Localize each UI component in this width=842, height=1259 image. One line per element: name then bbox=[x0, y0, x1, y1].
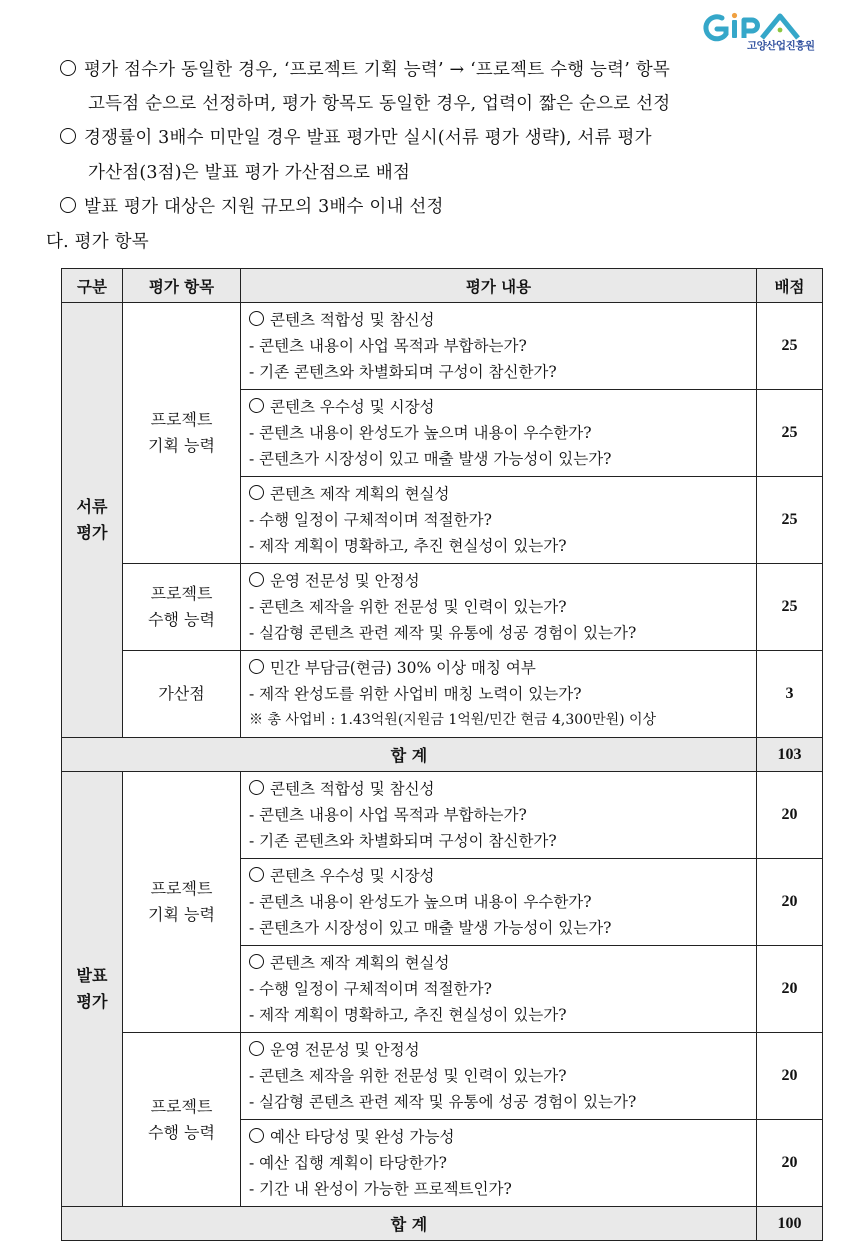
circle-bullet-icon bbox=[60, 60, 76, 76]
content-title: 운영 전문성 및 안정성 bbox=[249, 568, 750, 594]
bullet-1-line-1: 평가 점수가 동일한 경우, ‘프로젝트 기획 능력’ → ‘프로젝트 수행 능력’ 항목 bbox=[60, 60, 670, 80]
circle-bullet-icon bbox=[249, 659, 264, 674]
content-detail: - 콘텐츠 내용이 사업 목적과 부합하는가? bbox=[249, 337, 527, 355]
content-detail: - 콘텐츠 제작을 위한 전문성 및 인력이 있는가? bbox=[249, 598, 567, 616]
category-label: 평가 bbox=[76, 523, 108, 542]
total-row bbox=[62, 1207, 823, 1241]
header-content: 평가 내용 bbox=[241, 269, 757, 303]
content-cell bbox=[241, 772, 757, 859]
content-detail: - 기간 내 완성이 가능한 프로젝트인가? bbox=[249, 1180, 512, 1198]
content-cell bbox=[241, 477, 757, 564]
logo-org-name: 고양산업진흥원 bbox=[747, 40, 815, 52]
item-cell bbox=[123, 651, 241, 738]
score-cell: 20 bbox=[757, 946, 823, 1033]
evaluation-table bbox=[61, 268, 823, 1241]
content-cell bbox=[241, 1120, 757, 1207]
header-category: 구분 bbox=[62, 269, 123, 303]
content-detail: - 수행 일정이 구체적이며 적절한가? bbox=[249, 511, 492, 529]
score-cell: 20 bbox=[757, 859, 823, 946]
content-detail: - 기존 콘텐츠와 차별화되며 구성이 참신한가? bbox=[249, 363, 557, 381]
score-cell: 25 bbox=[757, 303, 823, 390]
circle-bullet-icon bbox=[249, 954, 264, 969]
circle-bullet-icon bbox=[249, 1041, 264, 1056]
content-detail: - 제작 계획이 명확하고, 추진 현실성이 있는가? bbox=[249, 537, 567, 555]
circle-bullet-icon bbox=[249, 867, 264, 882]
content-cell bbox=[241, 303, 757, 390]
total-score: 100 bbox=[757, 1207, 823, 1241]
total-score: 103 bbox=[757, 738, 823, 772]
circle-bullet-icon bbox=[249, 311, 264, 326]
content-detail: - 콘텐츠가 시장성이 있고 매출 발생 가능성이 있는가? bbox=[249, 919, 612, 937]
section-title: 다. 평가 항목 bbox=[46, 232, 149, 252]
content-detail: - 콘텐츠 제작을 위한 전문성 및 인력이 있는가? bbox=[249, 1067, 567, 1085]
table-row bbox=[62, 651, 823, 738]
content-detail: - 콘텐츠가 시장성이 있고 매출 발생 가능성이 있는가? bbox=[249, 450, 612, 468]
content-detail: - 실감형 콘텐츠 관련 제작 및 유통에 성공 경험이 있는가? bbox=[249, 1093, 637, 1111]
content-cell bbox=[241, 651, 757, 738]
table-row bbox=[62, 772, 823, 859]
content-cell bbox=[241, 946, 757, 1033]
item-cell bbox=[123, 303, 241, 564]
table-row bbox=[62, 1033, 823, 1120]
content-title: 콘텐츠 적합성 및 참신성 bbox=[249, 307, 750, 333]
table-header-row bbox=[62, 269, 823, 303]
score-cell: 20 bbox=[757, 1033, 823, 1120]
circle-bullet-icon bbox=[60, 197, 76, 213]
circle-bullet-icon bbox=[249, 398, 264, 413]
content-cell bbox=[241, 1033, 757, 1120]
score-cell: 25 bbox=[757, 390, 823, 477]
content-detail: - 실감형 콘텐츠 관련 제작 및 유통에 성공 경험이 있는가? bbox=[249, 624, 637, 642]
total-label: 합 계 bbox=[62, 1207, 757, 1241]
item-label: 프로젝트 bbox=[150, 1096, 213, 1116]
item-label: 수행 능력 bbox=[148, 1122, 215, 1142]
bullet-2-line-1: 경쟁률이 3배수 미만일 경우 발표 평가만 실시(서류 평가 생략), 서류 평가 bbox=[60, 128, 652, 148]
item-label: 가산점 bbox=[158, 684, 205, 703]
item-cell bbox=[123, 564, 241, 651]
content-title: 콘텐츠 우수성 및 시장성 bbox=[249, 394, 750, 420]
category-cell bbox=[62, 772, 123, 1207]
category-cell bbox=[62, 303, 123, 738]
content-title: 콘텐츠 우수성 및 시장성 bbox=[249, 863, 750, 889]
content-detail: - 수행 일정이 구체적이며 적절한가? bbox=[249, 980, 492, 998]
score-cell: 3 bbox=[757, 651, 823, 738]
circle-bullet-icon bbox=[249, 780, 264, 795]
bullet-2-line-2: 가산점(3점)은 발표 평가 가산점으로 배점 bbox=[88, 163, 411, 183]
content-cell bbox=[241, 859, 757, 946]
item-cell bbox=[123, 1033, 241, 1207]
content-detail: - 콘텐츠 내용이 완성도가 높으며 내용이 우수한가? bbox=[249, 424, 592, 442]
item-label: 프로젝트 bbox=[150, 410, 213, 429]
item-label: 수행 능력 bbox=[148, 610, 215, 629]
table-row bbox=[62, 564, 823, 651]
bullet-1-line-2: 고득점 순으로 선정하며, 평가 항목도 동일한 경우, 업력이 짧은 순으로 선정 bbox=[88, 94, 671, 114]
content-note: ※ 총 사업비 : 1.43억원(지원금 1억원/민간 현금 4,300만원) 이상 bbox=[249, 712, 657, 728]
category-label: 서류 bbox=[76, 497, 108, 516]
content-detail: - 콘텐츠 내용이 사업 목적과 부합하는가? bbox=[249, 806, 527, 824]
score-cell: 20 bbox=[757, 1120, 823, 1207]
score-cell: 20 bbox=[757, 772, 823, 859]
item-label: 프로젝트 bbox=[150, 584, 213, 603]
item-cell bbox=[123, 772, 241, 1033]
content-title: 운영 전문성 및 안정성 bbox=[249, 1037, 750, 1063]
header-item: 평가 항목 bbox=[123, 269, 241, 303]
content-title: 콘텐츠 제작 계획의 현실성 bbox=[249, 481, 750, 507]
content-title: 민간 부담금(현금) 30% 이상 매칭 여부 bbox=[249, 655, 750, 681]
content-title: 콘텐츠 적합성 및 참신성 bbox=[249, 776, 750, 802]
total-row bbox=[62, 738, 823, 772]
item-label: 기획 능력 bbox=[148, 905, 215, 924]
circle-bullet-icon bbox=[249, 572, 264, 587]
item-label: 프로젝트 bbox=[150, 879, 213, 898]
content-detail: - 제작 완성도를 위한 사업비 매칭 노력이 있는가? bbox=[249, 685, 582, 703]
circle-bullet-icon bbox=[249, 1128, 264, 1143]
category-label: 발표 bbox=[76, 966, 108, 985]
circle-bullet-icon bbox=[249, 485, 264, 500]
category-label: 평가 bbox=[76, 992, 108, 1011]
content-cell bbox=[241, 390, 757, 477]
score-cell: 25 bbox=[757, 477, 823, 564]
table-row bbox=[62, 303, 823, 390]
content-detail: - 콘텐츠 내용이 완성도가 높으며 내용이 우수한가? bbox=[249, 893, 592, 911]
content-detail: - 제작 계획이 명확하고, 추진 현실성이 있는가? bbox=[249, 1006, 567, 1024]
content-detail: - 예산 집행 계획이 타당한가? bbox=[249, 1154, 447, 1172]
total-label: 합 계 bbox=[62, 738, 757, 772]
score-cell: 25 bbox=[757, 564, 823, 651]
content-cell bbox=[241, 564, 757, 651]
bullet-3-line-1: 발표 평가 대상은 지원 규모의 3배수 이내 선정 bbox=[60, 197, 444, 217]
content-detail: - 기존 콘텐츠와 차별화되며 구성이 참신한가? bbox=[249, 832, 557, 850]
content-title: 예산 타당성 및 완성 가능성 bbox=[249, 1124, 750, 1150]
gipa-logo bbox=[700, 12, 830, 52]
item-label: 기획 능력 bbox=[148, 436, 215, 455]
content-title: 콘텐츠 제작 계획의 현실성 bbox=[249, 950, 750, 976]
circle-bullet-icon bbox=[60, 128, 76, 144]
header-score: 배점 bbox=[757, 269, 823, 303]
